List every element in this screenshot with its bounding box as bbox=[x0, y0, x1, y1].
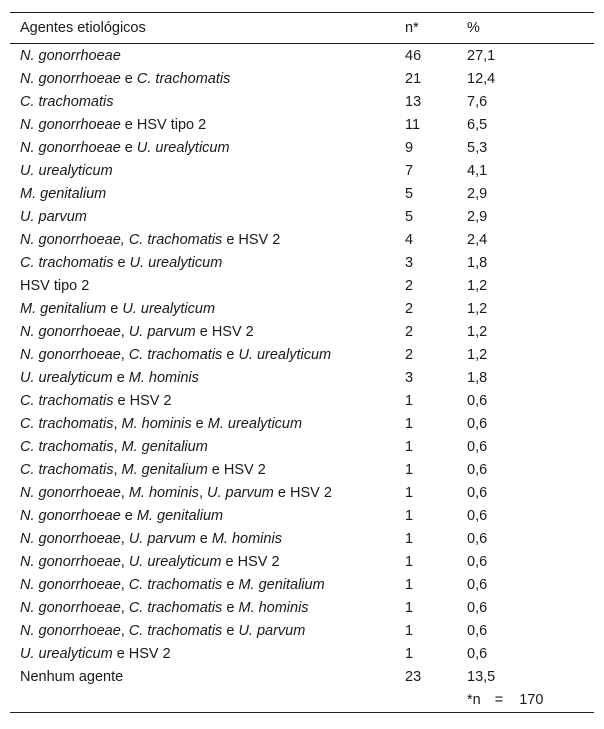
percent-cell: 1,2 bbox=[467, 277, 488, 294]
agent-cell bbox=[10, 67, 395, 90]
agent-text: N. gonorrhoeae bbox=[20, 530, 121, 547]
agent-text: U. parvum bbox=[128, 530, 196, 547]
percent-cell: 2,9 bbox=[467, 185, 488, 202]
header-agents: Agentes etiológicos bbox=[10, 13, 395, 44]
agent-cell bbox=[10, 412, 395, 435]
agent-text: , bbox=[113, 415, 122, 432]
agent-text: N. gonorrhoeae bbox=[20, 576, 121, 593]
agent-text: N. gonorrhoeae bbox=[20, 484, 121, 501]
agent-text: e bbox=[112, 369, 129, 386]
percent-cell: 1,8 bbox=[467, 369, 488, 386]
agent-text: N. gonorrhoeae bbox=[20, 622, 121, 639]
table-row bbox=[10, 228, 594, 251]
agent-text: e bbox=[120, 70, 137, 87]
agent-text: e bbox=[222, 599, 239, 616]
n-cell: 1 bbox=[405, 438, 414, 455]
n-cell: 1 bbox=[405, 622, 414, 639]
table-row bbox=[10, 458, 594, 481]
agent-text: M. genitalium bbox=[20, 185, 107, 202]
percent-cell: 2,9 bbox=[467, 208, 488, 225]
n-cell: 1 bbox=[405, 645, 414, 662]
agent-text: N. gonorrhoeae bbox=[20, 346, 121, 363]
agent-cell bbox=[10, 159, 395, 182]
table-row bbox=[10, 205, 594, 228]
agent-text: e bbox=[195, 530, 212, 547]
agent-text: N. gonorrhoeae bbox=[20, 553, 121, 570]
n-cell: 1 bbox=[405, 553, 414, 570]
percent-cell: 27,1 bbox=[467, 47, 496, 64]
agent-cell bbox=[10, 113, 395, 136]
table-row bbox=[10, 573, 594, 596]
agent-text: U. urealyticum bbox=[20, 369, 113, 386]
footnote-value: 170 bbox=[519, 692, 544, 708]
percent-cell: 7,6 bbox=[467, 93, 488, 110]
percent-cell: 1,2 bbox=[467, 300, 488, 317]
n-cell: 5 bbox=[405, 185, 414, 202]
agent-cell bbox=[10, 228, 395, 251]
agent-text: , bbox=[120, 323, 129, 340]
n-cell: 2 bbox=[405, 300, 414, 317]
percent-cell: 1,8 bbox=[467, 254, 488, 271]
n-cell: 3 bbox=[405, 254, 414, 271]
agent-text: HSV tipo 2 bbox=[20, 277, 90, 294]
table-row bbox=[10, 251, 594, 274]
agent-text: M. genitalium bbox=[238, 576, 325, 593]
footnote-row bbox=[10, 688, 594, 713]
percent-cell: 2,4 bbox=[467, 231, 488, 248]
agent-text: e bbox=[222, 346, 239, 363]
agent-cell bbox=[10, 642, 395, 665]
footnote bbox=[457, 688, 594, 713]
agent-cell bbox=[10, 343, 395, 366]
table-row bbox=[10, 113, 594, 136]
agent-text: M. genitalium bbox=[121, 438, 208, 455]
agent-text: , bbox=[120, 576, 129, 593]
percent-cell: 0,6 bbox=[467, 438, 488, 455]
agent-text: , bbox=[113, 461, 122, 478]
percent-cell: 1,2 bbox=[467, 323, 488, 340]
percent-cell: 0,6 bbox=[467, 392, 488, 409]
percent-cell: 13,5 bbox=[467, 668, 496, 685]
percent-cell: 6,5 bbox=[467, 116, 488, 133]
n-cell: 1 bbox=[405, 415, 414, 432]
agent-text: , bbox=[120, 530, 129, 547]
table-row bbox=[10, 619, 594, 642]
agent-text: C. trachomatis bbox=[128, 599, 223, 616]
percent-cell: 0,6 bbox=[467, 461, 488, 478]
percent-cell: 0,6 bbox=[467, 599, 488, 616]
table-row bbox=[10, 527, 594, 550]
agent-text: e HSV 2 bbox=[221, 553, 280, 570]
agent-text: U. urealyticum bbox=[122, 300, 216, 317]
agent-text: , bbox=[113, 438, 122, 455]
agent-text: e bbox=[106, 300, 123, 317]
table-row bbox=[10, 67, 594, 90]
agent-text: C. trachomatis bbox=[20, 438, 114, 455]
table-row bbox=[10, 343, 594, 366]
agent-text: C. trachomatis bbox=[20, 93, 114, 110]
agent-text: e HSV 2 bbox=[207, 461, 266, 478]
n-cell: 2 bbox=[405, 277, 414, 294]
table-row bbox=[10, 642, 594, 665]
n-cell: 11 bbox=[405, 116, 421, 133]
n-cell: 23 bbox=[405, 668, 422, 685]
agent-text: e HSV 2 bbox=[112, 645, 171, 662]
table-row bbox=[10, 159, 594, 182]
table-container bbox=[10, 12, 594, 713]
n-cell: 2 bbox=[405, 323, 414, 340]
agent-text: U. parvum bbox=[20, 208, 87, 225]
agent-text: e bbox=[222, 576, 239, 593]
table-row bbox=[10, 297, 594, 320]
n-cell: 2 bbox=[405, 346, 414, 363]
agent-text: e HSV tipo 2 bbox=[120, 116, 207, 133]
agent-text: U. parvum bbox=[238, 622, 306, 639]
agent-cell bbox=[10, 205, 395, 228]
agent-cell bbox=[10, 136, 395, 159]
agent-text: M. genitalium bbox=[121, 461, 208, 478]
agent-cell bbox=[10, 251, 395, 274]
agent-text: N. gonorrhoeae bbox=[20, 116, 121, 133]
agent-text: Nenhum agente bbox=[20, 668, 124, 685]
header-row bbox=[10, 13, 594, 44]
agent-text: C. trachomatis bbox=[128, 576, 223, 593]
n-cell: 1 bbox=[405, 507, 414, 524]
agent-cell bbox=[10, 274, 395, 297]
footnote-label: *n bbox=[467, 692, 481, 708]
n-cell: 9 bbox=[405, 139, 414, 156]
table-row bbox=[10, 504, 594, 527]
n-cell: 1 bbox=[405, 576, 414, 593]
agent-text: U. urealyticum bbox=[136, 139, 230, 156]
n-cell: 7 bbox=[405, 162, 414, 179]
percent-cell: 5,3 bbox=[467, 139, 488, 156]
agent-text: , bbox=[198, 484, 207, 501]
agent-text: e bbox=[113, 254, 130, 271]
n-cell: 3 bbox=[405, 369, 414, 386]
agent-text: N. gonorrhoeae bbox=[20, 139, 121, 156]
table-row bbox=[10, 136, 594, 159]
agent-cell bbox=[10, 573, 395, 596]
percent-cell: 0,6 bbox=[467, 415, 488, 432]
agent-cell bbox=[10, 550, 395, 573]
agent-text: C. trachomatis bbox=[128, 346, 223, 363]
percent-cell: 0,6 bbox=[467, 484, 488, 501]
agent-text: U. urealyticum bbox=[238, 346, 332, 363]
n-cell: 5 bbox=[405, 208, 414, 225]
n-cell: 1 bbox=[405, 392, 414, 409]
agent-text: M. hominis bbox=[128, 484, 199, 501]
agent-text: e HSV 2 bbox=[222, 231, 281, 248]
n-cell: 21 bbox=[405, 70, 422, 87]
table-body bbox=[10, 44, 594, 689]
agent-cell bbox=[10, 665, 395, 688]
n-cell: 4 bbox=[405, 231, 414, 248]
agent-text: N. gonorrhoeae, C. trachomatis bbox=[20, 231, 223, 248]
agent-cell bbox=[10, 504, 395, 527]
percent-cell: 0,6 bbox=[467, 622, 488, 639]
agent-text: M. genitalium bbox=[136, 507, 224, 524]
agent-cell bbox=[10, 297, 395, 320]
table-row bbox=[10, 320, 594, 343]
agent-text: U. parvum bbox=[128, 323, 196, 340]
n-cell: 1 bbox=[405, 530, 414, 547]
agent-text: e HSV 2 bbox=[113, 392, 172, 409]
table-row bbox=[10, 274, 594, 297]
agent-cell bbox=[10, 44, 395, 68]
agent-text: M. genitalium bbox=[20, 300, 107, 317]
agent-text: , bbox=[120, 622, 129, 639]
agent-cell bbox=[10, 619, 395, 642]
agent-cell bbox=[10, 389, 395, 412]
agent-text: , bbox=[120, 553, 129, 570]
percent-cell: 12,4 bbox=[467, 70, 496, 87]
agent-text: e bbox=[191, 415, 208, 432]
n-cell: 1 bbox=[405, 484, 414, 501]
percent-cell: 0,6 bbox=[467, 645, 488, 662]
table-footer bbox=[10, 688, 594, 713]
agent-text: M. hominis bbox=[211, 530, 282, 547]
table-row bbox=[10, 550, 594, 573]
table-row bbox=[10, 412, 594, 435]
agent-cell bbox=[10, 435, 395, 458]
agent-text: C. trachomatis bbox=[20, 254, 114, 271]
agent-text: M. hominis bbox=[238, 599, 309, 616]
etiologic-agents-table bbox=[10, 12, 594, 713]
agent-cell bbox=[10, 90, 395, 113]
agent-cell bbox=[10, 527, 395, 550]
agent-text: , bbox=[120, 346, 129, 363]
table-row bbox=[10, 596, 594, 619]
agent-text: N. gonorrhoeae bbox=[20, 599, 121, 616]
agent-text: , bbox=[120, 484, 129, 501]
agent-cell bbox=[10, 458, 395, 481]
agent-text: e bbox=[120, 507, 137, 524]
agent-cell bbox=[10, 182, 395, 205]
agent-cell bbox=[10, 596, 395, 619]
agent-text: N. gonorrhoeae bbox=[20, 47, 121, 64]
agent-text: M. hominis bbox=[121, 415, 192, 432]
percent-cell: 0,6 bbox=[467, 553, 488, 570]
agent-text: C. trachomatis bbox=[136, 70, 231, 87]
percent-cell: 4,1 bbox=[467, 162, 488, 179]
n-cell: 1 bbox=[405, 461, 414, 478]
agent-cell bbox=[10, 481, 395, 504]
agent-text: U. urealyticum bbox=[20, 162, 113, 179]
percent-cell: 1,2 bbox=[467, 346, 488, 363]
table-row bbox=[10, 665, 594, 688]
table-row bbox=[10, 435, 594, 458]
n-cell: 13 bbox=[405, 93, 422, 110]
agent-text: U. parvum bbox=[207, 484, 274, 501]
n-cell: 46 bbox=[405, 47, 422, 64]
table-header bbox=[10, 13, 594, 44]
agent-text: N. gonorrhoeae bbox=[20, 70, 121, 87]
agent-text: , bbox=[120, 599, 129, 616]
agent-text: C. trachomatis bbox=[20, 461, 114, 478]
agent-text: N. gonorrhoeae bbox=[20, 507, 121, 524]
agent-text: U. urealyticum bbox=[128, 553, 222, 570]
percent-cell: 0,6 bbox=[467, 507, 488, 524]
agent-text: e HSV 2 bbox=[195, 323, 254, 340]
percent-cell: 0,6 bbox=[467, 530, 488, 547]
agent-text: M. urealyticum bbox=[207, 415, 303, 432]
agent-text: U. urealyticum bbox=[129, 254, 223, 271]
agent-text: U. urealyticum bbox=[20, 645, 113, 662]
agent-cell bbox=[10, 366, 395, 389]
table-row bbox=[10, 389, 594, 412]
agent-cell bbox=[10, 320, 395, 343]
agent-text: C. trachomatis bbox=[20, 392, 114, 409]
agent-text: M. hominis bbox=[128, 369, 199, 386]
agent-text: C. trachomatis bbox=[20, 415, 114, 432]
table-row bbox=[10, 44, 594, 68]
n-cell: 1 bbox=[405, 599, 414, 616]
table-row bbox=[10, 366, 594, 389]
agent-text: N. gonorrhoeae bbox=[20, 323, 121, 340]
table-row bbox=[10, 90, 594, 113]
agent-text: e bbox=[120, 139, 137, 156]
footnote-equals: = bbox=[494, 692, 504, 708]
table-row bbox=[10, 481, 594, 504]
header-n: n* bbox=[395, 13, 457, 44]
agent-text: e HSV 2 bbox=[273, 484, 332, 501]
header-percent: % bbox=[457, 13, 594, 44]
agent-text: e bbox=[222, 622, 239, 639]
agent-text: C. trachomatis bbox=[128, 622, 223, 639]
percent-cell: 0,6 bbox=[467, 576, 488, 593]
table-row bbox=[10, 182, 594, 205]
